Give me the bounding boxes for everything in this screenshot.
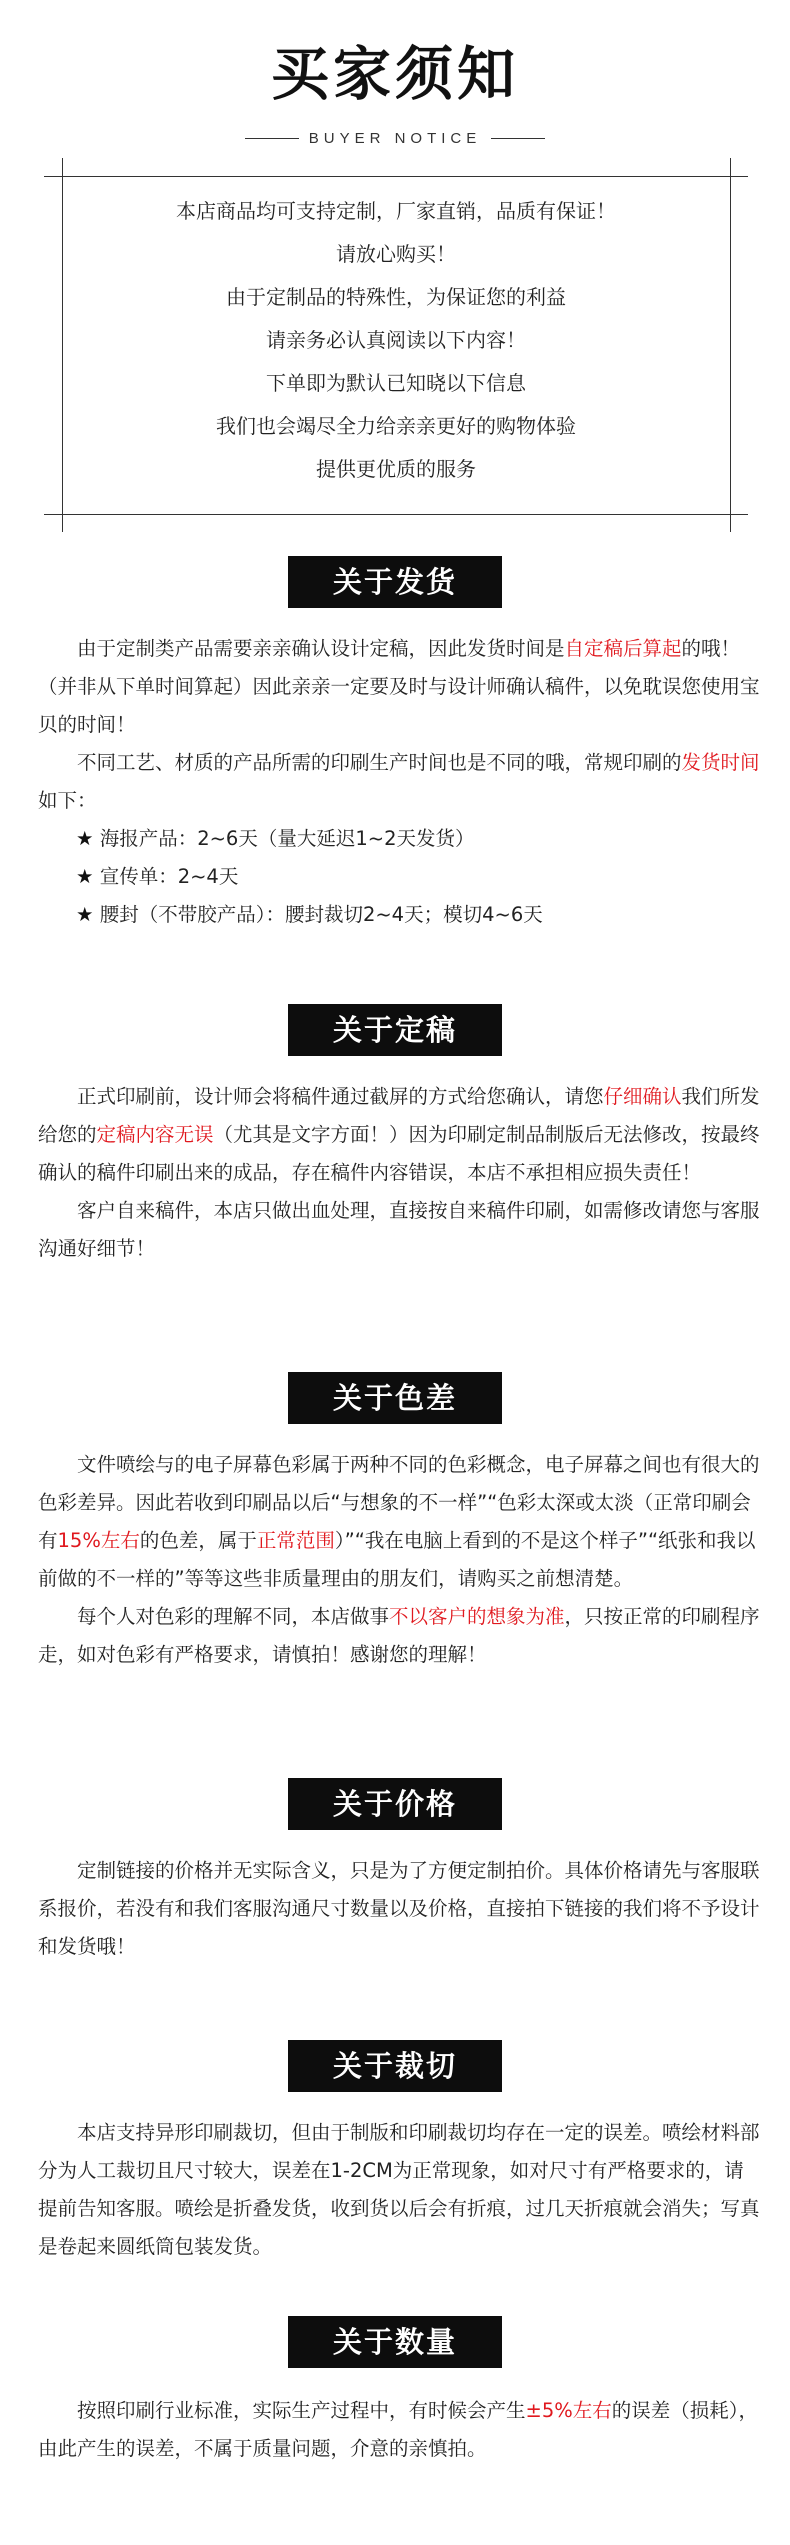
notice-bottom-border — [44, 514, 748, 515]
notice-line: 由于定制品的特殊性，为保证您的利益 — [226, 285, 566, 309]
price-paragraph-1: 定制链接的价格并无实际含义，只是为了方便定制拍价。具体价格请先与客服联系报价，若没有和我们客服沟通尺寸数量以及价格，直接拍下链接的我们将不予设计和发货哦！ — [38, 1859, 760, 1958]
list-item: ★ 海报产品：2~6天（量大延迟1~2天发货） — [76, 827, 475, 850]
proof-paragraph-2: 客户自来稿件，本店只做出血处理，直接按自来稿件印刷，如需修改请您与客服沟通好细节！ — [38, 1199, 760, 1260]
section-cutting-body — [38, 2114, 760, 2266]
section-title-price: 关于价格 — [288, 1778, 502, 1830]
notice-right-border — [730, 158, 731, 532]
notice-line: 请亲务必认真阅读以下内容！ — [266, 328, 526, 352]
page-title: 买家须知 — [270, 40, 519, 108]
notice-line: 我们也会竭尽全力给亲亲更好的购物体验 — [216, 414, 576, 438]
highlight-text: 定稿内容无误 — [96, 1123, 214, 1146]
list-item: ★ 宣传单：2~4天 — [76, 865, 239, 888]
color-paragraph-1: 文件喷绘与的电子屏幕色彩属于两种不同的色彩概念，电子屏幕之间也有很大的色彩差异。因此若收到印刷品以后“与想象的不一样”“色彩太深或太淡（正常印刷会有15%左右的色差，属于正常范围）”“我在电脑上看到的不是这个样子”“纸张和我以前做的不一样的”等等这些非质量理由的朋友们，请购买之前想清楚。 — [38, 1453, 760, 1590]
section-color-body — [38, 1446, 760, 1674]
section-title-cutting: 关于裁切 — [288, 2040, 502, 2092]
page-subtitle: BUYER NOTICE — [308, 129, 482, 147]
section-shipping-body — [38, 630, 760, 934]
notice-box — [62, 158, 730, 532]
subtitle-row — [0, 126, 790, 150]
star-icon: ★ — [76, 865, 100, 888]
proof-paragraph-1: 正式印刷前，设计师会将稿件通过截屏的方式给您确认，请您仔细确认我们所发给您的定稿内容无误（尤其是文字方面！）因为印刷定制品制版后无法修改，按最终确认的稿件印刷出来的成品，存在稿件内容错误，本店不承担相应损失责任！ — [38, 1085, 760, 1184]
notice-line: 请放心购买！ — [336, 242, 456, 266]
highlight-text: 仔细确认 — [603, 1085, 682, 1108]
section-proof-body — [38, 1078, 760, 1268]
notice-line: 提供更优质的服务 — [316, 457, 476, 481]
section-title-shipping: 关于发货 — [288, 556, 502, 608]
notice-top-border — [44, 176, 748, 177]
highlight-text: 自定稿后算起 — [564, 637, 682, 660]
section-title-quantity: 关于数量 — [288, 2316, 502, 2368]
list-item: ★ 腰封（不带胶产品）：腰封裁切2~4天；模切4~6天 — [76, 903, 543, 926]
notice-line: 下单即为默认已知晓以下信息 — [266, 371, 526, 395]
highlight-text: 发货时间 — [681, 751, 760, 774]
star-icon: ★ — [76, 903, 100, 926]
section-title-color: 关于色差 — [288, 1372, 502, 1424]
quantity-paragraph-1: 按照印刷行业标准，实际生产过程中，有时候会产生±5%左右的误差（损耗），由此产生的误差，不属于质量问题，介意的亲慎拍。 — [38, 2399, 759, 2460]
highlight-text: 15%左右 — [57, 1529, 140, 1552]
notice-line: 本店商品均可支持定制，厂家直销，品质有保证！ — [176, 199, 616, 223]
section-price-body — [38, 1852, 760, 1966]
divider-left — [245, 138, 299, 139]
section-quantity-body — [38, 2392, 760, 2468]
notice-text — [62, 190, 730, 491]
highlight-text: ±5%左右 — [525, 2399, 612, 2422]
highlight-text: 不以客户的想象为准 — [389, 1605, 565, 1628]
shipping-paragraph-1: 由于定制类产品需要亲亲确认设计定稿，因此发货时间是自定稿后算起的哦！（并非从下单时间算起）因此亲亲一定要及时与设计师确认稿件，以免耽误您使用宝贝的时间！ — [38, 637, 760, 736]
highlight-text: 正常范围 — [256, 1529, 335, 1552]
color-paragraph-2: 每个人对色彩的理解不同，本店做事不以客户的想象为准，只按正常的印刷程序走，如对色彩有严格要求，请慎拍！感谢您的理解！ — [38, 1605, 760, 1666]
cutting-paragraph-1: 本店支持异形印刷裁切，但由于制版和印刷裁切均存在一定的误差。喷绘材料部分为人工裁切且尺寸较大，误差在1-2CM为正常现象，如对尺寸有严格要求的，请提前告知客服。喷绘是折叠发货，收到货以后会有折痕，过几天折痕就会消失；写真是卷起来圆纸筒包装发货。 — [38, 2121, 760, 2258]
divider-right — [491, 138, 545, 139]
section-title-proof: 关于定稿 — [288, 1004, 502, 1056]
star-icon: ★ — [76, 827, 100, 850]
shipping-paragraph-2: 不同工艺、材质的产品所需的印刷生产时间也是不同的哦，常规印刷的发货时间如下： — [38, 751, 760, 812]
